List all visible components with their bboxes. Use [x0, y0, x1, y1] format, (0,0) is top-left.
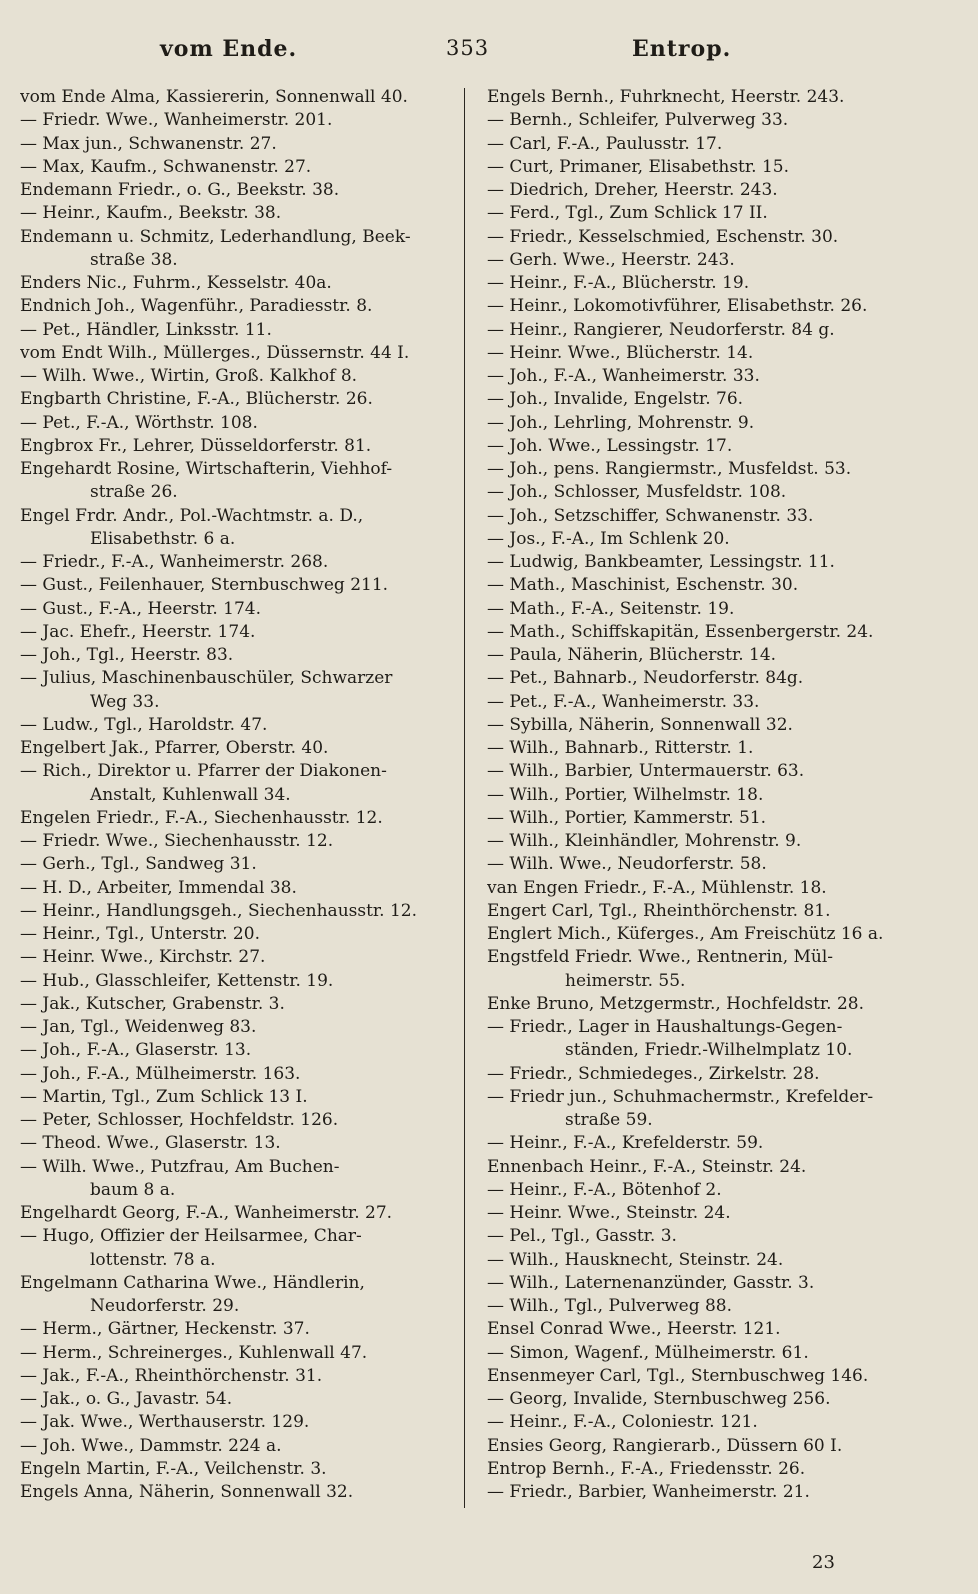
- page-header: [0, 36, 978, 66]
- directory-entry-line: — Joh., Schlosser, Musfeldstr. 108.: [487, 482, 787, 503]
- directory-entry-line: lottenstr. 78 a.: [90, 1249, 216, 1270]
- directory-entry-line: — Joh., F.-A., Glaserstr. 13.: [20, 1040, 252, 1061]
- directory-entry-line: — Joh. Wwe., Dammstr. 224 a.: [20, 1435, 282, 1456]
- column-divider: [464, 88, 465, 1508]
- left-column: [20, 86, 450, 1504]
- directory-entry-line: Enke Bruno, Metzgermstr., Hochfeldstr. 28.: [487, 993, 865, 1014]
- directory-entry-line: — Math., F.-A., Seitenstr. 19.: [487, 598, 735, 619]
- directory-entry-line: — H. D., Arbeiter, Immendal 38.: [20, 877, 297, 898]
- directory-entry-line: Elisabethstr. 6 a.: [90, 528, 236, 549]
- directory-entry-line: Neudorferstr. 29.: [90, 1296, 240, 1316]
- directory-entry-line: Engstfeld Friedr. Wwe., Rentnerin, Mül-: [487, 947, 834, 968]
- directory-entry-line: — Wilh., Hausknecht, Steinstr. 24.: [487, 1249, 784, 1270]
- directory-entry-line: — Pel., Tgl., Gasstr. 3.: [487, 1226, 677, 1247]
- directory-entry-line: — Wilh., Barbier, Untermauerstr. 63.: [487, 761, 805, 782]
- directory-entry-line: van Engen Friedr., F.-A., Mühlenstr. 18.: [487, 877, 827, 898]
- directory-entry-line: — Wilh., Kleinhändler, Mohrenstr. 9.: [487, 831, 802, 851]
- directory-entry-line: — Jos., F.-A., Im Schlenk 20.: [487, 528, 730, 549]
- directory-entry-line: — Gust., F.-A., Heerstr. 174.: [20, 598, 262, 619]
- directory-entry-line: Enders Nic., Fuhrm., Kesselstr. 40a.: [20, 273, 332, 293]
- directory-entry-line: — Curt, Primaner, Elisabethstr. 15.: [487, 156, 789, 177]
- directory-entry-line: — Wilh., Portier, Kammerstr. 51.: [487, 807, 767, 828]
- directory-entry-line: Endnich Joh., Wagenführ., Paradiesstr. 8.: [20, 296, 373, 317]
- directory-entry-line: — Wilh. Wwe., Wirtin, Groß. Kalkhof 8.: [20, 366, 358, 386]
- directory-entry-line: — Theod. Wwe., Glaserstr. 13.: [20, 1133, 281, 1154]
- directory-entry-line: — Jak. Wwe., Werthauserstr. 129.: [20, 1412, 310, 1433]
- directory-entry-line: — Julius, Maschinenbauschüler, Schwarzer: [20, 668, 393, 689]
- directory-entry-line: — Jak., Kutscher, Grabenstr. 3.: [20, 993, 285, 1014]
- directory-entry-line: Engelen Friedr., F.-A., Siechenhausstr. 12.: [20, 807, 383, 828]
- directory-entry-line: — Joh., Lehrling, Mohrenstr. 9.: [487, 412, 755, 433]
- directory-entry-line: Engbrox Fr., Lehrer, Düsseldorferstr. 81.: [20, 435, 372, 456]
- directory-entry-line: — Carl, F.-A., Paulusstr. 17.: [487, 133, 723, 154]
- directory-entry-line: — Hugo, Offizier der Heilsarmee, Char-: [20, 1226, 362, 1247]
- directory-entry-line: — Friedr., Kesselschmied, Eschenstr. 30.: [487, 226, 839, 247]
- directory-entry-line: straße 38.: [90, 249, 178, 270]
- directory-entry-line: Engehardt Rosine, Wirtschafterin, Viehhof-: [20, 459, 393, 479]
- directory-entry-line: — Jac. Ehefr., Heerstr. 174.: [20, 621, 256, 642]
- directory-entry-line: — Gust., Feilenhauer, Sternbuschweg 211.: [20, 575, 389, 596]
- directory-entry-line: — Wilh., Laternenanzünder, Gasstr. 3.: [487, 1272, 815, 1293]
- directory-entry-line: — Math., Maschinist, Eschenstr. 30.: [487, 575, 799, 596]
- directory-entry-line: — Gerh., Tgl., Sandweg 31.: [20, 854, 257, 875]
- directory-entry-line: — Pet., F.-A., Wanheimerstr. 33.: [487, 691, 760, 712]
- directory-entry-line: Entrop Bernh., F.-A., Friedensstr. 26.: [487, 1458, 806, 1479]
- directory-entry-line: Anstalt, Kuhlenwall 34.: [90, 784, 291, 805]
- directory-entry-line: — Heinr., Kaufm., Beekstr. 38.: [20, 203, 282, 224]
- directory-entry-line: — Friedr jun., Schuhmachermstr., Krefelder-: [487, 1086, 874, 1107]
- directory-entry-line: vom Endt Wilh., Müllerges., Düssernstr. 44 I.: [20, 342, 410, 363]
- directory-entry-line: — Friedr., Schmiedeges., Zirkelstr. 28.: [487, 1063, 820, 1084]
- directory-entry-line: — Max, Kaufm., Schwanenstr. 27.: [20, 156, 312, 177]
- directory-entry-line: baum 8 a.: [90, 1179, 176, 1200]
- directory-entry-line: — Wilh., Bahnarb., Ritterstr. 1.: [487, 738, 754, 758]
- directory-entry-line: — Ferd., Tgl., Zum Schlick 17 II.: [487, 203, 768, 224]
- directory-entry-line: Engelbert Jak., Pfarrer, Oberstr. 40.: [20, 738, 329, 758]
- directory-entry-line: — Joh., F.-A., Mülheimerstr. 163.: [20, 1063, 301, 1084]
- directory-entry-line: Engbarth Christine, F.-A., Blücherstr. 26.: [20, 389, 373, 410]
- footer-page-number: 23: [812, 1552, 835, 1573]
- directory-entry-line: — Heinr. Wwe., Blücherstr. 14.: [487, 342, 754, 363]
- directory-entry-line: — Heinr. Wwe., Steinstr. 24.: [487, 1203, 731, 1223]
- directory-entry-line: — Diedrich, Dreher, Heerstr. 243.: [487, 180, 778, 200]
- directory-entry-line: — Heinr., F.-A., Coloniestr. 121.: [487, 1412, 758, 1433]
- directory-entry-line: Ensel Conrad Wwe., Heerstr. 121.: [487, 1319, 781, 1340]
- right-column: [487, 86, 957, 1504]
- directory-entry-line: — Friedr. Wwe., Wanheimerstr. 201.: [20, 110, 333, 131]
- directory-entry-line: Engelhardt Georg, F.-A., Wanheimerstr. 27.: [20, 1203, 393, 1223]
- directory-entry-line: — Hub., Glasschleifer, Kettenstr. 19.: [20, 970, 334, 991]
- directory-entry-line: — Heinr., F.-A., Blücherstr. 19.: [487, 273, 750, 293]
- directory-entry-line: Ennenbach Heinr., F.-A., Steinstr. 24.: [487, 1156, 807, 1177]
- directory-entry-line: — Bernh., Schleifer, Pulverweg 33.: [487, 110, 789, 131]
- directory-entry-line: Endemann u. Schmitz, Lederhandlung, Beek-: [20, 226, 411, 247]
- directory-entry-line: Engert Carl, Tgl., Rheinthörchenstr. 81.: [487, 900, 831, 921]
- directory-entry-line: — Herm., Gärtner, Heckenstr. 37.: [20, 1319, 310, 1340]
- directory-entry-line: — Pet., Bahnarb., Neudorferstr. 84g.: [487, 668, 804, 689]
- directory-entry-line: — Joh., pens. Rangiermstr., Musfeldst. 53.: [487, 459, 852, 479]
- directory-entry-line: — Joh. Wwe., Lessingstr. 17.: [487, 435, 733, 456]
- directory-entry-line: — Georg, Invalide, Sternbuschweg 256.: [487, 1389, 831, 1409]
- directory-entry-line: — Paula, Näherin, Blücherstr. 14.: [487, 645, 777, 665]
- directory-entry-line: — Joh., F.-A., Wanheimerstr. 33.: [487, 366, 760, 386]
- directory-entry-line: — Jan, Tgl., Weidenweg 83.: [20, 1017, 257, 1037]
- directory-entry-line: — Gerh. Wwe., Heerstr. 243.: [487, 249, 735, 270]
- directory-entry-line: — Heinr., Lokomotivführer, Elisabethstr. 26.: [487, 296, 868, 317]
- directory-entry-line: Weg 33.: [90, 691, 160, 712]
- directory-entry-line: straße 26.: [90, 482, 178, 503]
- directory-entry-line: — Friedr., Barbier, Wanheimerstr. 21.: [487, 1482, 810, 1502]
- directory-entry-line: Engels Anna, Näherin, Sonnenwall 32.: [20, 1482, 354, 1502]
- directory-entry-line: Engeln Martin, F.-A., Veilchenstr. 3.: [20, 1458, 327, 1479]
- directory-entry-line: — Heinr., Tgl., Unterstr. 20.: [20, 924, 260, 944]
- directory-entry-line: — Peter, Schlosser, Hochfeldstr. 126.: [20, 1110, 339, 1130]
- directory-entry-line: Engels Bernh., Fuhrknecht, Heerstr. 243.: [487, 87, 845, 107]
- directory-entry-line: — Jak., F.-A., Rheinthörchenstr. 31.: [20, 1365, 323, 1386]
- header-left-catchword: vom Ende.: [160, 36, 298, 62]
- directory-entry-line: — Heinr., F.-A., Bötenhof 2.: [487, 1179, 722, 1200]
- directory-entry-line: — Math., Schiffskapitän, Essenbergerstr. 24.: [487, 621, 874, 642]
- directory-entry-line: — Joh., Setzschiffer, Schwanenstr. 33.: [487, 505, 814, 526]
- directory-entry-line: — Simon, Wagenf., Mülheimerstr. 61.: [487, 1342, 809, 1363]
- directory-entry-line: vom Ende Alma, Kassiererin, Sonnenwall 40.: [20, 87, 408, 107]
- directory-entry-line: Englert Mich., Küferges., Am Freischütz 16 a.: [487, 924, 884, 944]
- directory-entry-line: — Friedr. Wwe., Siechenhausstr. 12.: [20, 831, 334, 851]
- directory-entry-line: — Wilh., Tgl., Pulverweg 88.: [487, 1296, 733, 1316]
- directory-entry-line: — Pet., F.-A., Wörthstr. 108.: [20, 412, 258, 433]
- directory-entry-line: — Wilh., Portier, Wilhelmstr. 18.: [487, 784, 764, 805]
- directory-entry-line: — Jak., o. G., Javastr. 54.: [20, 1389, 233, 1409]
- directory-entry-line: — Wilh. Wwe., Putzfrau, Am Buchen-: [20, 1156, 340, 1177]
- header-right-catchword: Entrop.: [632, 36, 732, 62]
- directory-entry-line: — Max jun., Schwanenstr. 27.: [20, 133, 277, 154]
- directory-entry-line: Engel Frdr. Andr., Pol.-Wachtmstr. a. D.,: [20, 505, 364, 526]
- directory-entry-line: — Joh., Tgl., Heerstr. 83.: [20, 645, 234, 665]
- header-page-number: 353: [446, 36, 490, 60]
- directory-entry-line: — Friedr., F.-A., Wanheimerstr. 268.: [20, 552, 329, 572]
- directory-entry-line: — Herm., Schreinerges., Kuhlenwall 47.: [20, 1342, 368, 1363]
- directory-entry-line: Endemann Friedr., o. G., Beekstr. 38.: [20, 180, 340, 200]
- directory-entry-line: — Sybilla, Näherin, Sonnenwall 32.: [487, 714, 793, 735]
- directory-entry-line: — Wilh. Wwe., Neudorferstr. 58.: [487, 854, 767, 875]
- directory-entry-line: — Friedr., Lager in Haushaltungs-Gegen-: [487, 1017, 843, 1037]
- directory-entry-line: — Heinr., Rangierer, Neudorferstr. 84 g.: [487, 319, 835, 340]
- directory-entry-line: Ensenmeyer Carl, Tgl., Sternbuschweg 146.: [487, 1365, 869, 1386]
- directory-entry-line: heimerstr. 55.: [565, 970, 686, 991]
- directory-entry-line: straße 59.: [565, 1110, 653, 1130]
- directory-entry-line: — Martin, Tgl., Zum Schlick 13 I.: [20, 1086, 308, 1107]
- directory-entry-line: Ensies Georg, Rangierarb., Düssern 60 I.: [487, 1435, 843, 1456]
- directory-entry-line: — Heinr., Handlungsgeh., Siechenhausstr. 12.: [20, 900, 418, 921]
- directory-entry-line: — Rich., Direktor u. Pfarrer der Diakonen-: [20, 761, 387, 782]
- directory-entry-line: — Joh., Invalide, Engelstr. 76.: [487, 389, 744, 410]
- directory-entry-line: — Ludwig, Bankbeamter, Lessingstr. 11.: [487, 552, 835, 572]
- directory-entry-line: ständen, Friedr.-Wilhelmplatz 10.: [565, 1040, 853, 1061]
- directory-entry-line: — Ludw., Tgl., Haroldstr. 47.: [20, 714, 268, 735]
- directory-entry-line: — Heinr. Wwe., Kirchstr. 27.: [20, 947, 266, 968]
- directory-entry-line: Engelmann Catharina Wwe., Händlerin,: [20, 1272, 365, 1293]
- directory-entry-line: — Pet., Händler, Linksstr. 11.: [20, 319, 272, 340]
- directory-entry-line: — Heinr., F.-A., Krefelderstr. 59.: [487, 1133, 764, 1154]
